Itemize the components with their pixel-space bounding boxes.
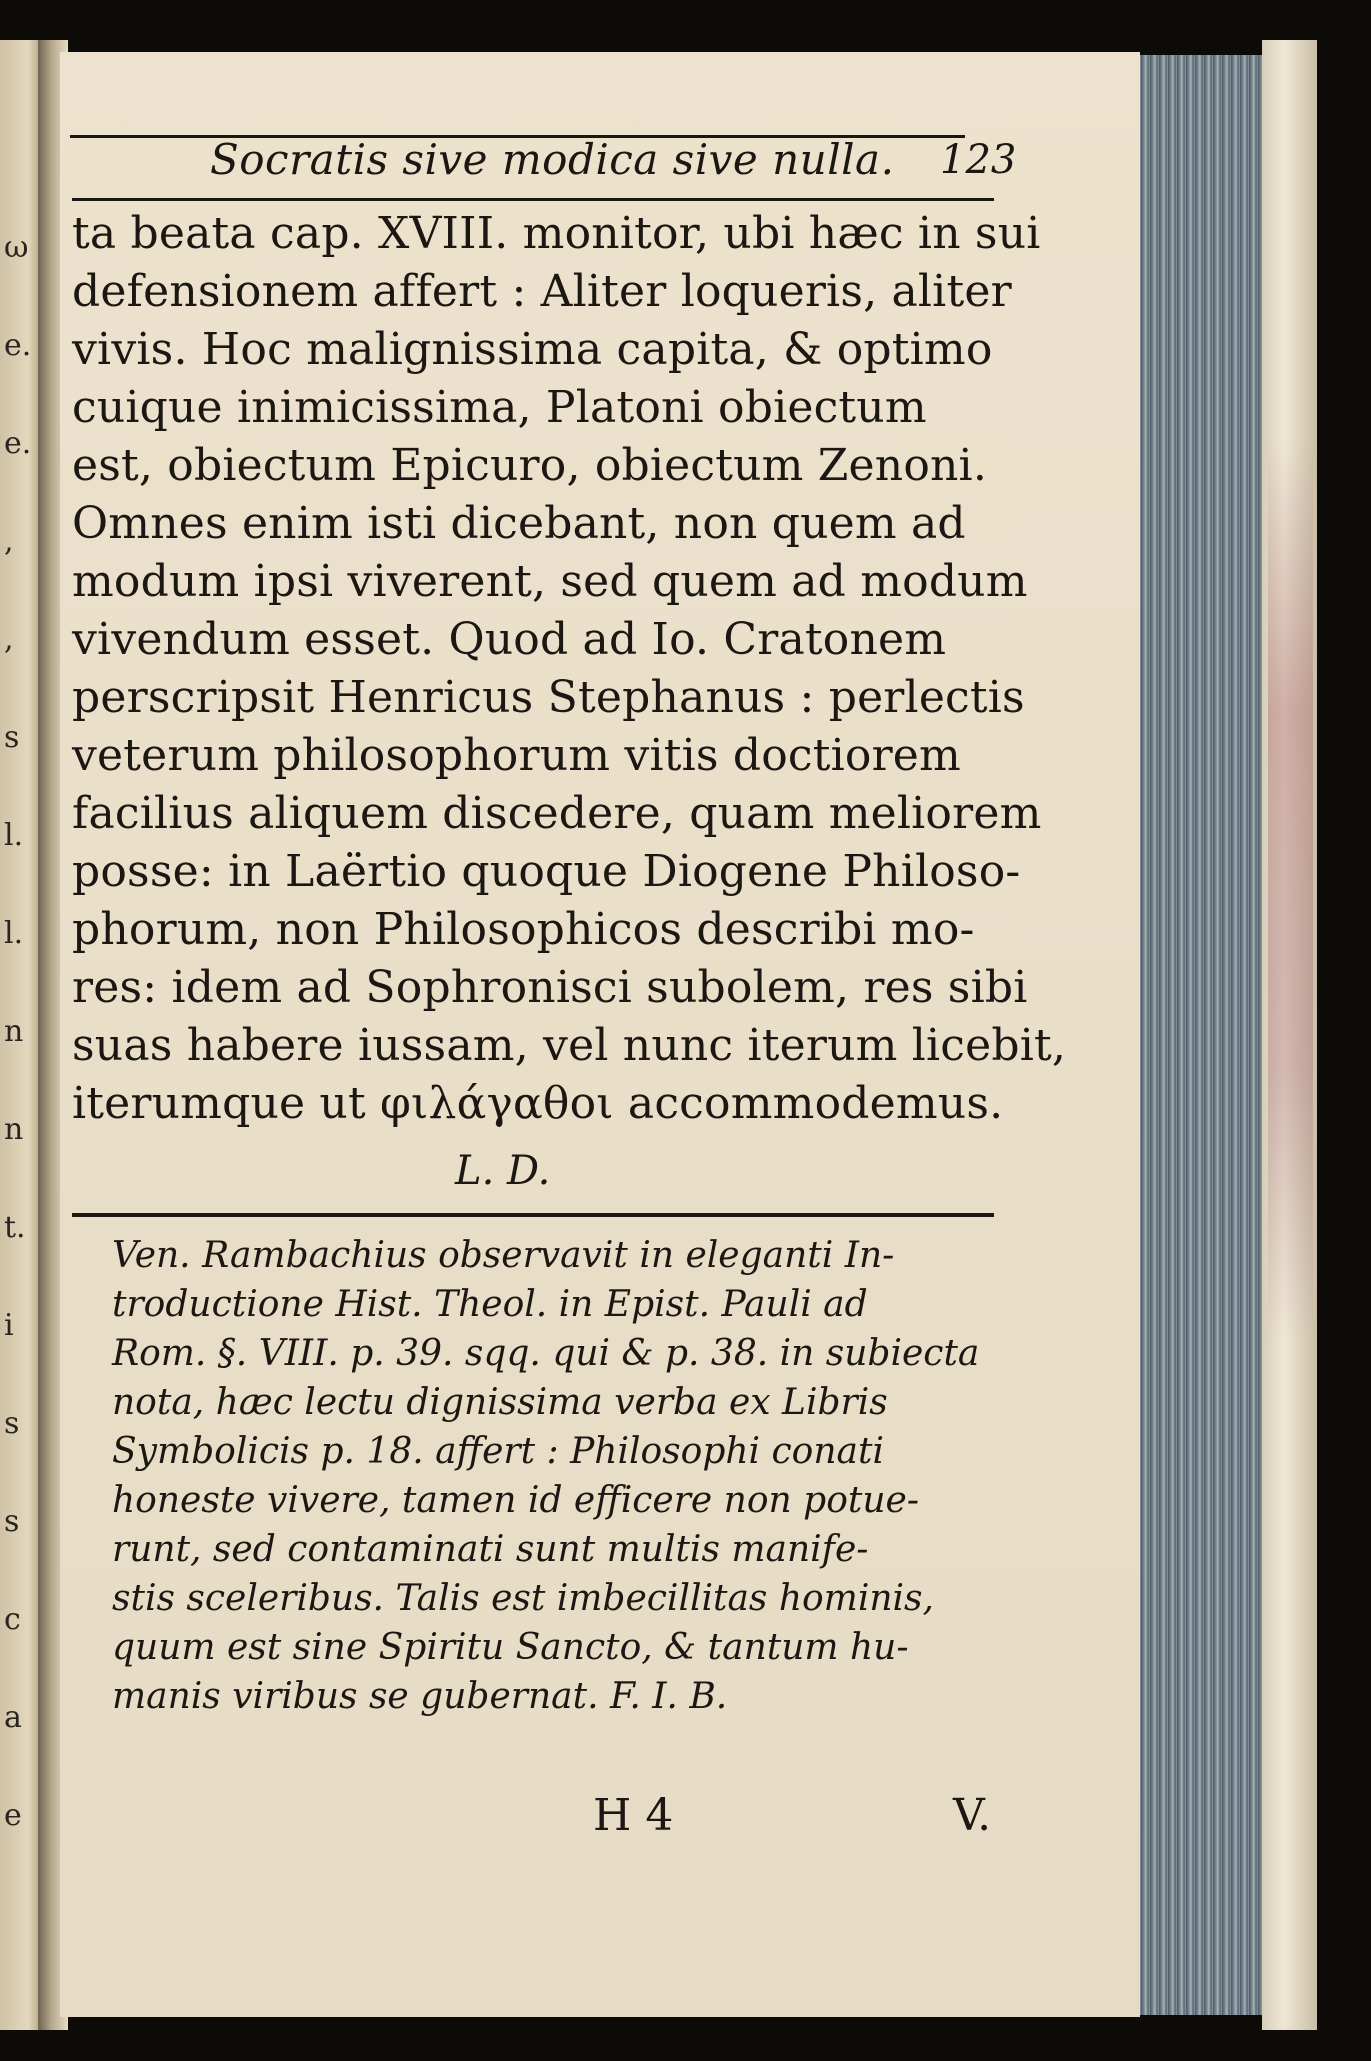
header-bottom-rule (72, 198, 994, 201)
facing-page-fragment: n (4, 1112, 24, 1147)
body-line: posse: in Laërtio quoque Diogene Philoso- (72, 846, 1021, 897)
body-line: Omnes enim isti dicebant, non quem ad (72, 498, 966, 549)
catchword: V. (953, 1790, 992, 1841)
author-signature: L. D. (455, 1148, 551, 1194)
body-line: suas habere iussam, vel nunc iterum licebit, (72, 1020, 1067, 1071)
closed-page-edges (1120, 55, 1268, 2015)
body-line: defensionem affert : Aliter loqueris, aliter (72, 266, 1012, 317)
facing-page-fragment: n (4, 1014, 24, 1049)
body-line: vivis. Hoc malignissima capita, & optimo (72, 324, 993, 375)
footnote-line: honeste vivere, tamen id efficere non potue- (112, 1480, 920, 1521)
facing-page-fragment: ω (4, 230, 29, 265)
facing-page-fragment: l. (4, 818, 24, 853)
body-line: cuique inimicissima, Platoni obiectum (72, 382, 927, 433)
facing-page-fragment: i (4, 1308, 14, 1343)
footnote-line: quum est sine Spiritu Sancto, & tantum hu- (112, 1627, 909, 1668)
facing-page-fragment: s (4, 720, 20, 755)
body-line: iterumque ut φιλάγαθοι accommodemus. (72, 1078, 1004, 1129)
cover-stain (1268, 440, 1313, 1340)
body-line: veterum philosophorum vitis doctiorem (72, 730, 961, 781)
footnote-line: Ven. Rambachius observavit in eleganti In- (112, 1235, 895, 1276)
footnote-line: runt, sed contaminati sunt multis manife- (112, 1529, 869, 1570)
facing-page-fragment: e. (4, 426, 32, 461)
body-line: vivendum esset. Quod ad Io. Cratonem (72, 614, 947, 665)
facing-page-fragment: s (4, 1406, 20, 1441)
body-line: res: idem ad Sophronisci subolem, res sibi (72, 962, 1028, 1013)
facing-page-edge (0, 40, 40, 2030)
footnote-line: troductione Hist. Theol. in Epist. Pauli ad (112, 1284, 868, 1325)
body-line: facilius aliquem discedere, quam meliorem (72, 788, 1042, 839)
facing-page-fragment: , (4, 622, 14, 657)
body-line: ta beata cap. XVIII. monitor, ubi hæc in sui (72, 208, 1041, 259)
signature-mark: H 4 (593, 1790, 674, 1841)
facing-page-fragment: s (4, 1504, 20, 1539)
footnote-line: stis sceleribus. Talis est imbecillitas hominis, (112, 1578, 934, 1619)
facing-page-fragment: , (4, 524, 14, 559)
facing-page-fragment: e (4, 1798, 22, 1833)
page-number: 123 (940, 137, 1017, 183)
facing-page-fragment: c (4, 1602, 21, 1637)
facing-page-fragment: l. (4, 916, 24, 951)
facing-page-fragment: t. (4, 1210, 26, 1245)
facing-page-fragment: a (4, 1700, 22, 1735)
facing-page-fragment: e. (4, 328, 32, 363)
footnote-line: nota, hæc lectu dignissima verba ex Libris (112, 1382, 888, 1423)
footnote-line: Symbolicis p. 18. affert : Philosophi conati (112, 1431, 884, 1472)
body-line: modum ipsi viverent, sed quem ad modum (72, 556, 1028, 607)
body-line: perscripsit Henricus Stephanus : perlectis (72, 672, 1025, 723)
body-line: phorum, non Philosophicos describi mo- (72, 904, 975, 955)
running-title: Socratis sive modica sive nulla. (210, 135, 895, 184)
body-line: est, obiectum Epicuro, obiectum Zenoni. (72, 440, 988, 491)
footnote-rule (72, 1213, 994, 1217)
footnote-line: Rom. §. VIII. p. 39. sqq. qui & p. 38. in subiecta (112, 1333, 980, 1374)
footnote-line: manis viribus se gubernat. F. I. B. (112, 1676, 728, 1717)
